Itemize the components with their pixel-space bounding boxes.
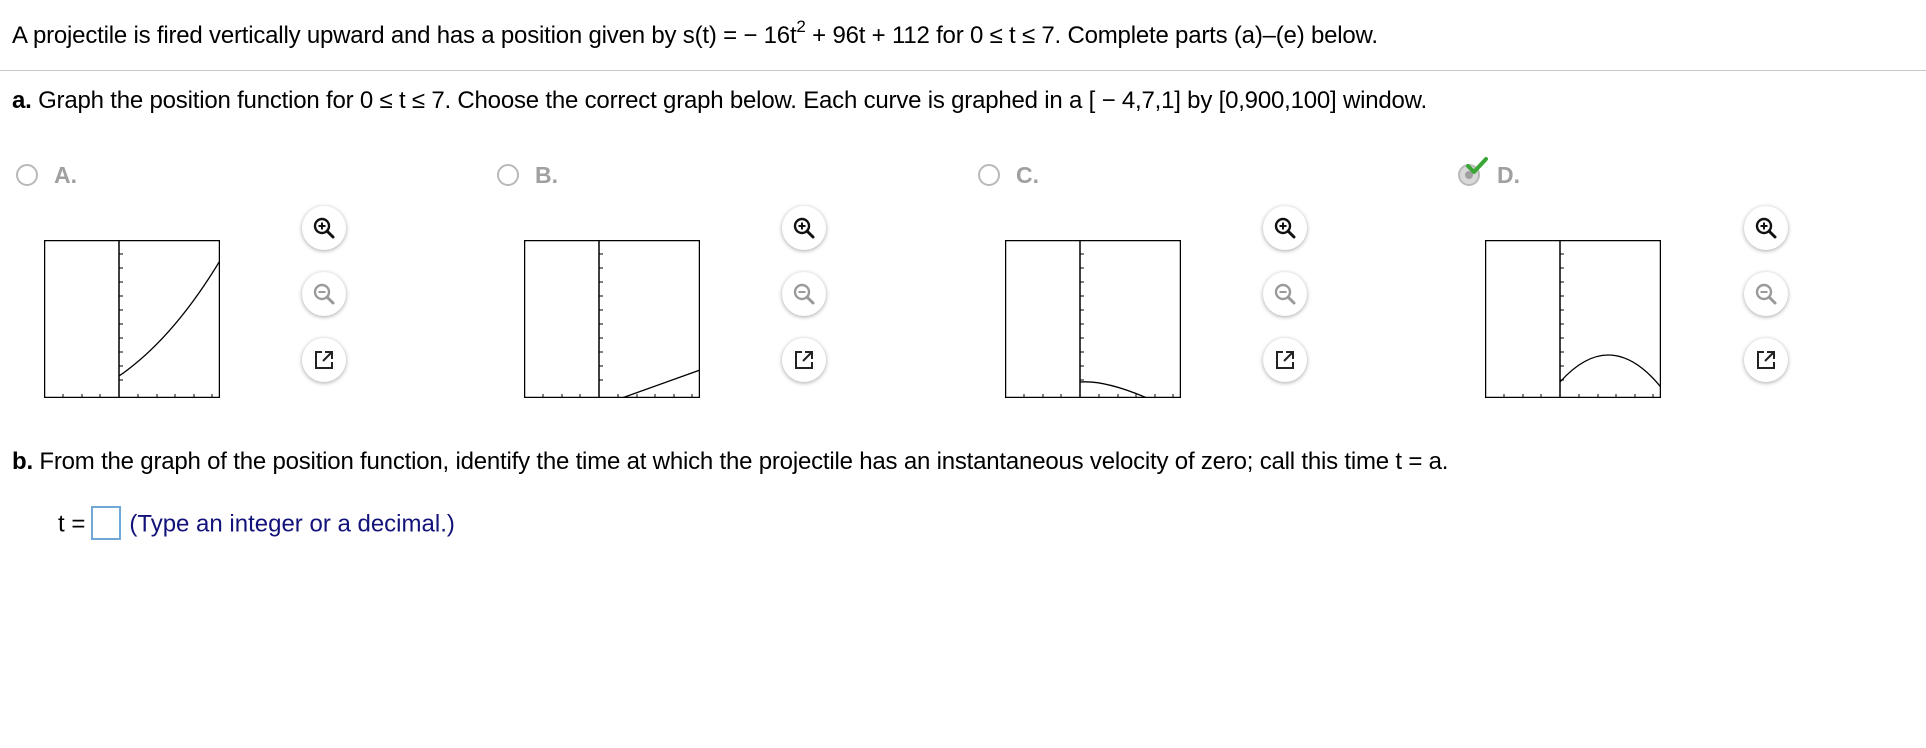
choice-c-zoom-in-button[interactable] (1263, 206, 1307, 250)
choice-b-zoom-in-button[interactable] (782, 206, 826, 250)
answer-input[interactable] (91, 506, 121, 540)
choice-a-radio[interactable] (16, 164, 38, 186)
part-b-text: From the graph of the position function, identify the time at which the projectile has an instantaneous velocity of zero; call this time t = a. (32, 448, 1449, 475)
choice-d-zoom-in-button[interactable] (1744, 206, 1788, 250)
choice-a-curve (119, 240, 220, 376)
choice-b-curve (622, 370, 700, 398)
choice-a-zoom-in-button[interactable] (302, 206, 346, 250)
choice-a-pop-out-button[interactable] (302, 338, 346, 382)
zoom-in-icon (1273, 216, 1297, 240)
part-b-prompt (12, 448, 1448, 476)
choice-d-zoom-out-button[interactable] (1744, 272, 1788, 316)
answer-row (58, 508, 455, 542)
choice-c-zoom-out-button[interactable] (1263, 272, 1307, 316)
problem-rest: + 96t + 112 for 0 ≤ t ≤ 7. Complete parts (a)–(e) below. (805, 22, 1378, 49)
check-icon (1466, 156, 1488, 176)
answer-hint: (Type an integer or a decimal.) (129, 510, 455, 538)
choice-b-graph (524, 240, 700, 398)
problem-intro: A projectile is fired vertically upward and has a position given by s(t) = − 16t (12, 22, 797, 49)
zoom-out-icon (1273, 282, 1297, 306)
choice-a-zoom-out-button[interactable] (302, 272, 346, 316)
zoom-out-icon (1754, 282, 1778, 306)
problem-statement (0, 0, 1926, 71)
choice-c-label[interactable]: C. (1016, 162, 1039, 188)
exponent: 2 (796, 17, 806, 36)
choice-c-pop-out-button[interactable] (1263, 338, 1307, 382)
choice-c-radio[interactable] (978, 164, 1000, 186)
choice-d-label[interactable]: D. (1497, 162, 1520, 188)
choice-c-curve (1080, 382, 1147, 398)
zoom-in-icon (1754, 216, 1778, 240)
problem-text (12, 17, 1378, 50)
zoom-out-icon (312, 282, 336, 306)
choice-a-graph (44, 240, 220, 398)
part-a-prompt (12, 87, 1427, 115)
choice-c-graph (1005, 240, 1181, 398)
choice-a-label[interactable]: A. (54, 162, 77, 188)
pop-out-icon (1754, 348, 1778, 372)
choice-d-graph (1485, 240, 1661, 398)
part-b-label: b. (12, 448, 33, 475)
choice-d-pop-out-button[interactable] (1744, 338, 1788, 382)
choice-d-curve (1560, 355, 1661, 398)
choice-b-zoom-out-button[interactable] (782, 272, 826, 316)
zoom-in-icon (312, 216, 336, 240)
part-a-label: a. (12, 87, 32, 114)
zoom-in-icon (792, 216, 816, 240)
part-a-text: Graph the position function for 0 ≤ t ≤ 7. Choose the correct graph below. Each curve is graphed in a [ − 4,7,1] by [0,900,100] window. (31, 87, 1427, 114)
answer-prefix: t = (58, 510, 86, 538)
choice-b-radio[interactable] (497, 164, 519, 186)
zoom-out-icon (792, 282, 816, 306)
choice-b-pop-out-button[interactable] (782, 338, 826, 382)
pop-out-icon (1273, 348, 1297, 372)
pop-out-icon (792, 348, 816, 372)
choice-b-label[interactable]: B. (535, 162, 558, 188)
pop-out-icon (312, 348, 336, 372)
